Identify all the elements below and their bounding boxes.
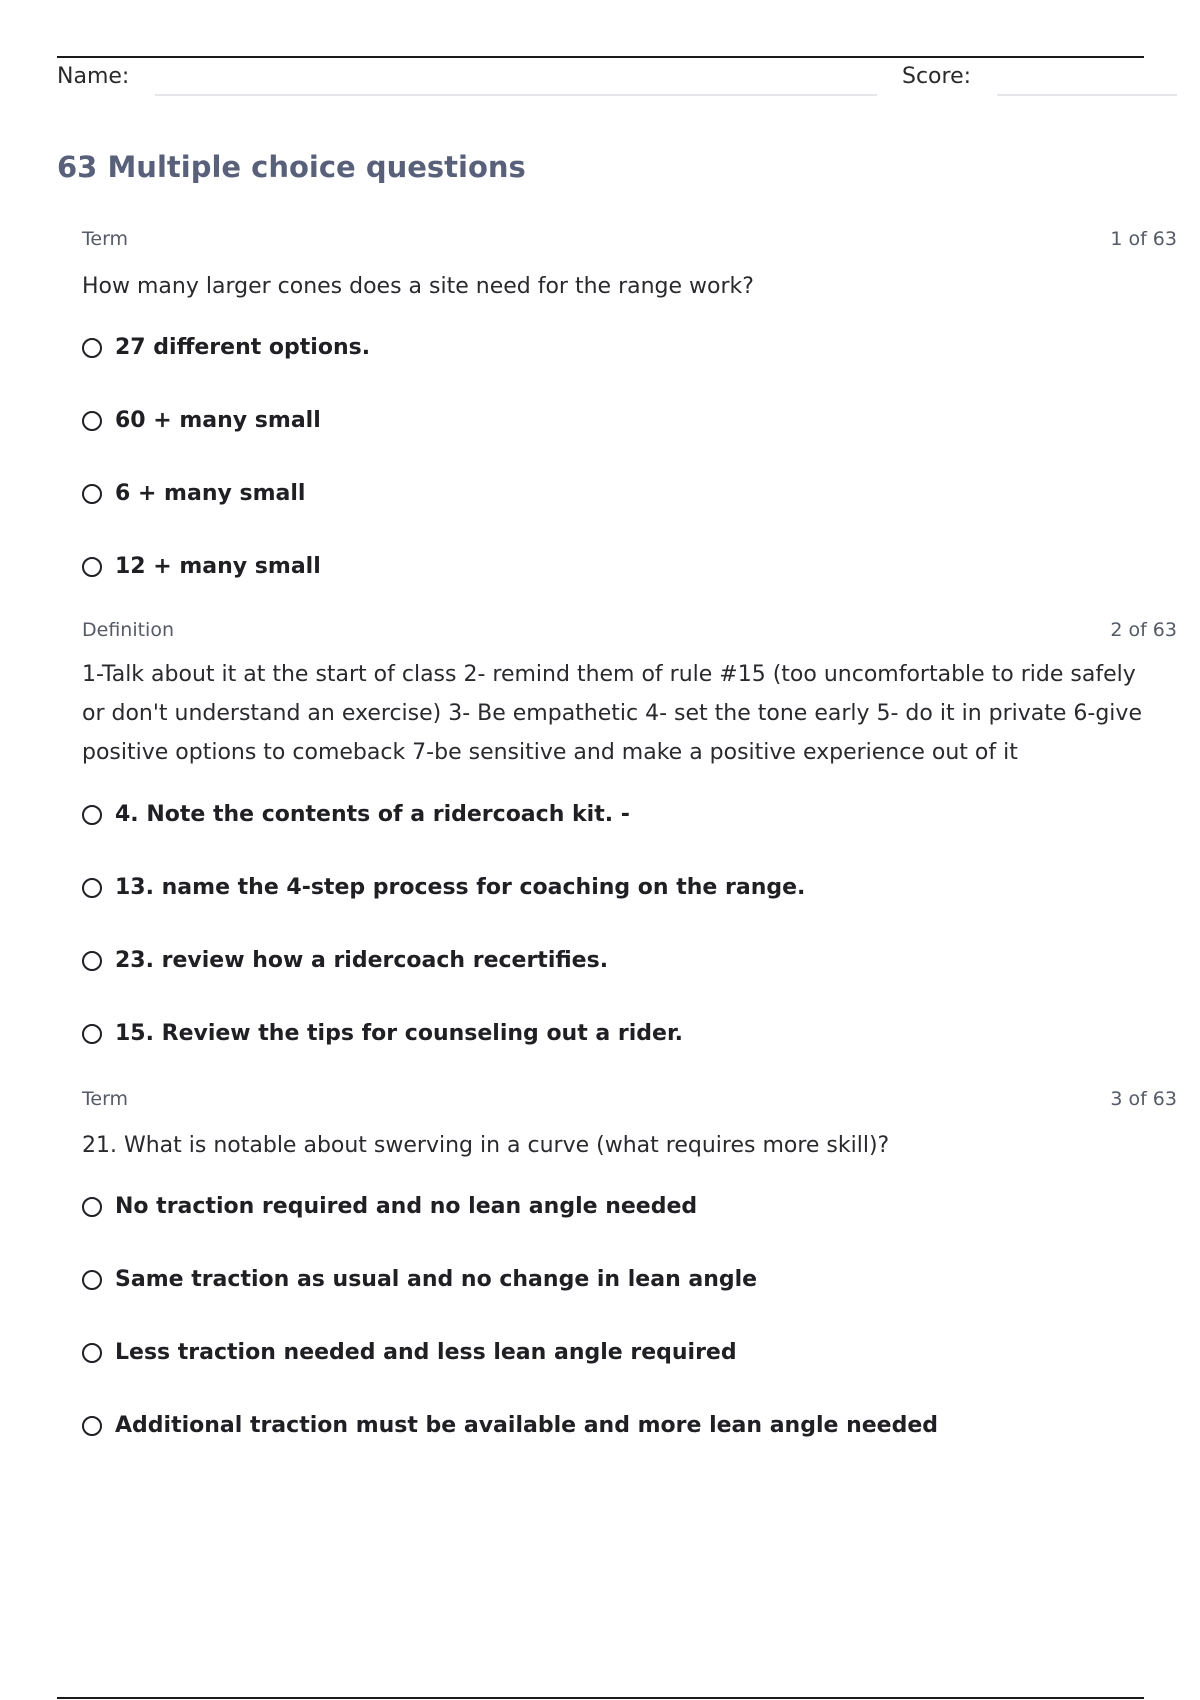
radio-circle-icon[interactable] xyxy=(82,878,102,898)
answer-option[interactable] xyxy=(82,1243,1177,1316)
answer-option[interactable] xyxy=(82,384,1177,457)
answer-option-label: 15. Review the tips for counseling out a rider. xyxy=(115,1021,684,1046)
answer-option-label: Less traction needed and less lean angle required xyxy=(115,1340,737,1365)
radio-circle-icon[interactable] xyxy=(82,557,102,577)
question-1 xyxy=(82,228,1177,603)
name-field-line[interactable] xyxy=(155,94,877,96)
answer-option[interactable] xyxy=(82,1170,1177,1243)
radio-circle-icon[interactable] xyxy=(82,1416,102,1436)
answer-option[interactable] xyxy=(82,851,1177,924)
answer-option-label: No traction required and no lean angle needed xyxy=(115,1194,698,1219)
answer-option[interactable] xyxy=(82,311,1177,384)
question-3 xyxy=(82,1088,1177,1462)
question-count: 2 of 63 xyxy=(1110,619,1177,641)
bottom-rule xyxy=(57,1697,1144,1699)
question-count: 3 of 63 xyxy=(1110,1088,1177,1110)
top-rule xyxy=(57,56,1144,58)
name-label: Name: xyxy=(57,64,130,89)
answer-option[interactable] xyxy=(82,997,1177,1070)
answer-option[interactable] xyxy=(82,1316,1177,1389)
answer-option-label: 4. Note the contents of a ridercoach kit. - xyxy=(115,802,630,827)
question-type: Definition xyxy=(82,619,175,641)
answer-option[interactable] xyxy=(82,924,1177,997)
radio-circle-icon[interactable] xyxy=(82,338,102,358)
question-2 xyxy=(82,619,1177,1070)
score-label: Score: xyxy=(902,64,972,89)
radio-circle-icon[interactable] xyxy=(82,1270,102,1290)
question-header xyxy=(82,1088,1177,1114)
radio-circle-icon[interactable] xyxy=(82,951,102,971)
answer-option[interactable] xyxy=(82,530,1177,603)
radio-circle-icon[interactable] xyxy=(82,805,102,825)
answer-options xyxy=(82,311,1177,603)
answer-option[interactable] xyxy=(82,457,1177,530)
radio-circle-icon[interactable] xyxy=(82,1343,102,1363)
answer-option[interactable] xyxy=(82,1389,1177,1462)
question-prompt: 21. What is notable about swerving in a curve (what requires more skill)? xyxy=(82,1133,890,1158)
question-prompt: How many larger cones does a site need for the range work? xyxy=(82,274,754,299)
answer-option-label: Additional traction must be available and more lean angle needed xyxy=(115,1413,939,1438)
question-type: Term xyxy=(82,228,129,250)
answer-option-label: Same traction as usual and no change in lean angle xyxy=(115,1267,758,1292)
answer-option[interactable] xyxy=(82,778,1177,851)
section-title: 63 Multiple choice questions xyxy=(57,150,526,184)
radio-circle-icon[interactable] xyxy=(82,1197,102,1217)
answer-option-label: 6 + many small xyxy=(115,481,306,506)
score-field-line[interactable] xyxy=(997,94,1177,96)
question-count: 1 of 63 xyxy=(1110,228,1177,250)
answer-option-label: 13. name the 4-step process for coaching on the range. xyxy=(115,875,806,900)
answer-options xyxy=(82,1170,1177,1462)
question-prompt: 1-Talk about it at the start of class 2- remind them of rule #15 (too uncomfortable to ride safely or don't understand an exercise) 3- Be empathetic 4- set the tone early 5- do it in private 6-give positive options to comeback 7-be sensitive and make a positive experience out of it xyxy=(82,662,1142,765)
answer-option-label: 60 + many small xyxy=(115,408,321,433)
question-header xyxy=(82,228,1177,254)
radio-circle-icon[interactable] xyxy=(82,411,102,431)
question-type: Term xyxy=(82,1088,129,1110)
question-header xyxy=(82,619,1177,645)
answer-option-label: 23. review how a ridercoach recertifies. xyxy=(115,948,609,973)
radio-circle-icon[interactable] xyxy=(82,484,102,504)
answer-option-label: 27 different options. xyxy=(115,335,371,360)
answer-options xyxy=(82,778,1177,1070)
answer-option-label: 12 + many small xyxy=(115,554,321,579)
radio-circle-icon[interactable] xyxy=(82,1024,102,1044)
